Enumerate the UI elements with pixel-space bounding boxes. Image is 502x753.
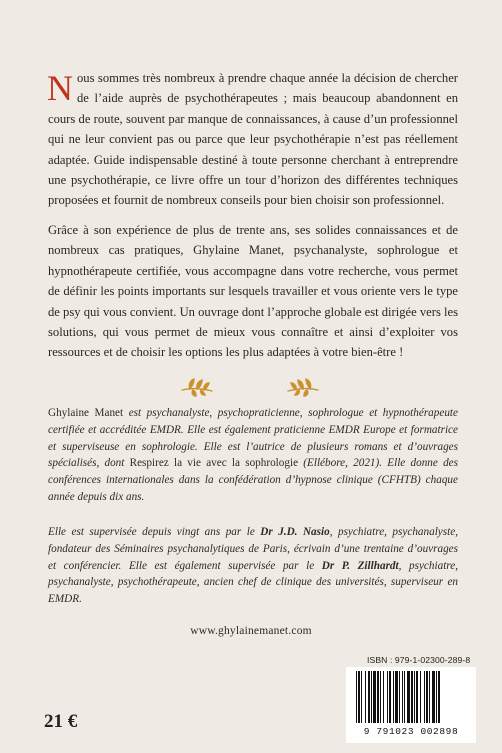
barcode-bar <box>414 671 415 723</box>
barcode-bar <box>356 671 357 723</box>
isbn-label: ISBN : 979-1-02300-289-8 <box>367 655 471 665</box>
barcode-bar <box>377 671 379 723</box>
barcode-bar <box>358 671 360 723</box>
dropcap-letter: N <box>47 68 73 108</box>
barcode-bar <box>380 671 381 723</box>
barcode-bar <box>436 671 437 723</box>
barcode-bar <box>399 671 400 723</box>
barcode-bar <box>393 671 394 723</box>
barcode-bar <box>404 671 405 723</box>
barcode-bar <box>438 671 440 723</box>
blurb-paragraph-1 <box>48 68 458 211</box>
leaf-ornament-right-icon <box>284 376 322 398</box>
supervisor-name-2: Dr P. Zillhardt <box>321 559 399 572</box>
book-title: Respirez la vie avec la sophrologie <box>129 457 299 470</box>
barcode-bar <box>432 671 435 723</box>
supervision-text-c: , psychiatre, psychanalyste, psychothérapeute, ancien chef de clinique des universités, superviseur en EMDR. <box>48 559 459 606</box>
author-bio-text-a: est psychanalyste, psychopraticienne, sophrologue et hypnothérapeute certifiée et accréditée EMDR. Elle est également praticienne EMDR Europe et formatrice et superviseuse en sophrologie. Elle est l’autrice de plusieurs romans et d’ouvrages spécialisés, dont <box>48 407 458 470</box>
price: 21 € <box>44 711 78 732</box>
barcode-bar <box>368 671 370 723</box>
barcode-bar <box>361 671 362 723</box>
blurb-paragraph-1-text: ous sommes très nombreux à prendre chaque année la décision de chercher de l’aide auprès de psychothérapeutes ; mais beaucoup abandonnent en cours de route, souvent par manque de connaissances, à cause d’un professionnel qui ne leur convient pas ou parce que leur psychothérapie n’est pas réellement adaptée. Guide indispensable destiné à toute personne cherchant à entreprendre une psychothérapie, ce livre offre un tour d’horizon des différentes techniques proposées et fournit de nombreux conseils pour bien choisir son professionnel. <box>48 71 458 208</box>
barcode-bar <box>371 671 372 723</box>
barcode-bar <box>429 671 430 723</box>
barcode-bar <box>373 671 376 723</box>
website-url: www.ghylainemanet.com <box>190 625 312 637</box>
author-bio-paragraph-2 <box>48 524 458 608</box>
barcode-digits: 9 791023 002898 <box>363 726 459 737</box>
leaf-ornament-left-icon <box>178 376 216 398</box>
barcode-bar <box>407 671 410 723</box>
supervision-text-b: , psychiatre, psychanalyste, fondateur des Séminaires psychanalytiques de Paris, écrivain d’une trentaine d’ouvrages et conférencier. Elle est également supervisée par le <box>48 526 458 572</box>
barcode-bar <box>416 671 418 723</box>
barcode-bar <box>411 671 413 723</box>
barcode-bar <box>420 671 421 723</box>
supervisor-name-1: Dr J.D. Nasio <box>260 526 330 538</box>
barcode-bar <box>389 671 391 723</box>
barcode-bar <box>426 671 428 723</box>
barcode-panel <box>346 667 476 743</box>
barcode-icon <box>356 671 466 727</box>
barcode-bar <box>395 671 398 723</box>
ornament-divider <box>0 376 502 398</box>
supervision-text-a: Elle est supervisée depuis vingt ans par le <box>48 526 261 538</box>
author-bio-paragraph-1 <box>48 405 458 506</box>
barcode-bar <box>383 671 384 723</box>
barcode-bar <box>402 671 403 723</box>
author-bio-text-b: (Ellébore, 2021). Elle donne des conférences internationales dans la confédération d’hypnose clinique (CFHTB) chaque année depuis dix ans. <box>48 457 458 503</box>
barcode-bar <box>424 671 425 723</box>
barcode-bar <box>387 671 388 723</box>
author-name: Ghylaine Manet <box>48 407 124 419</box>
barcode-bar <box>365 671 366 723</box>
blurb-paragraph-2: Grâce à son expérience de plus de trente ans, ses solides connaissances et de nombreux cas pratiques, Ghylaine Manet, psychanalyste, sophrologue et hypnothérapeute certifiée, vous accompagne dans votre recherche, vous permet de définir les points importants sur lesquels travailler et vous oriente vers le type de psy qui vous convient. Un ouvrage dont l’approche globale est dirigée vers les solutions, qui vous permet de mieux vous connaître et ainsi d’exploiter vos ressources et de choisir les options les plus adaptées à votre bien-être ! <box>48 223 458 360</box>
